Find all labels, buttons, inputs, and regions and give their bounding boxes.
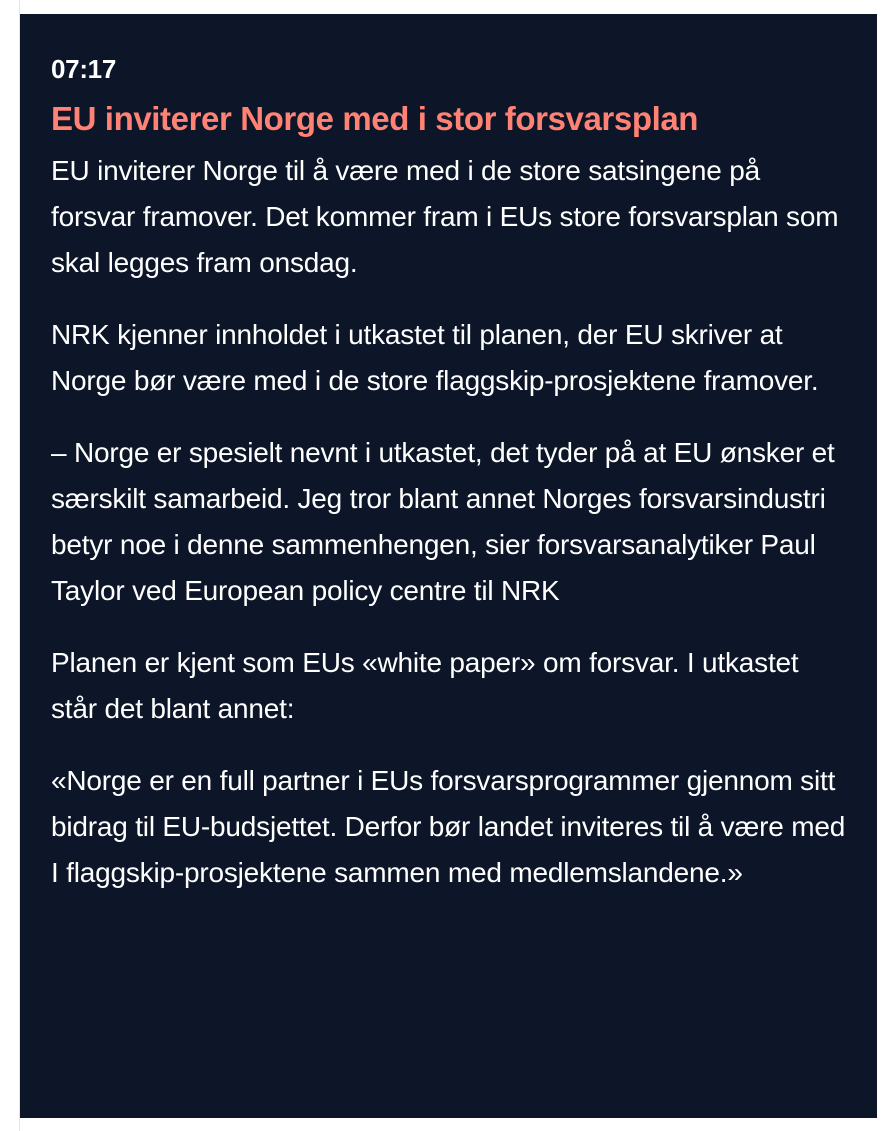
entry-paragraph: EU inviterer Norge til å være med i de store satsingene på forsvar framover. Det kommer fram i EUs store forsvarsplan som skal legges fram onsdag. xyxy=(51,155,839,278)
entry-headline: EU inviterer Norge med i stor forsvarsplan xyxy=(51,100,699,137)
live-update-entry xyxy=(20,14,877,1118)
entry-paragraph: Planen er kjent som EUs «white paper» om forsvar. I utkastet står det blant annet: xyxy=(51,647,799,724)
entry-body xyxy=(51,148,851,896)
entry-timestamp: 07:17 xyxy=(51,54,116,84)
entry-paragraph: – Norge er spesielt nevnt i utkastet, det tyder på at EU ønsker et særskilt samarbeid. Jeg tror blant annet Norges forsvarsindustri betyr noe i denne sammenhengen, sier forsvarsanalytiker Paul Taylor ved European policy centre til NRK xyxy=(51,437,835,606)
entry-paragraph: «Norge er en full partner i EUs forsvarsprogrammer gjennom sitt bidrag til EU-budsjettet. Derfor bør landet inviteres til å være med I flaggskip-prosjektene sammen med medlemslandene.» xyxy=(51,765,846,888)
entry-paragraph: NRK kjenner innholdet i utkastet til planen, der EU skriver at Norge bør være med i de store flaggskip-prosjektene framover. xyxy=(51,319,819,396)
